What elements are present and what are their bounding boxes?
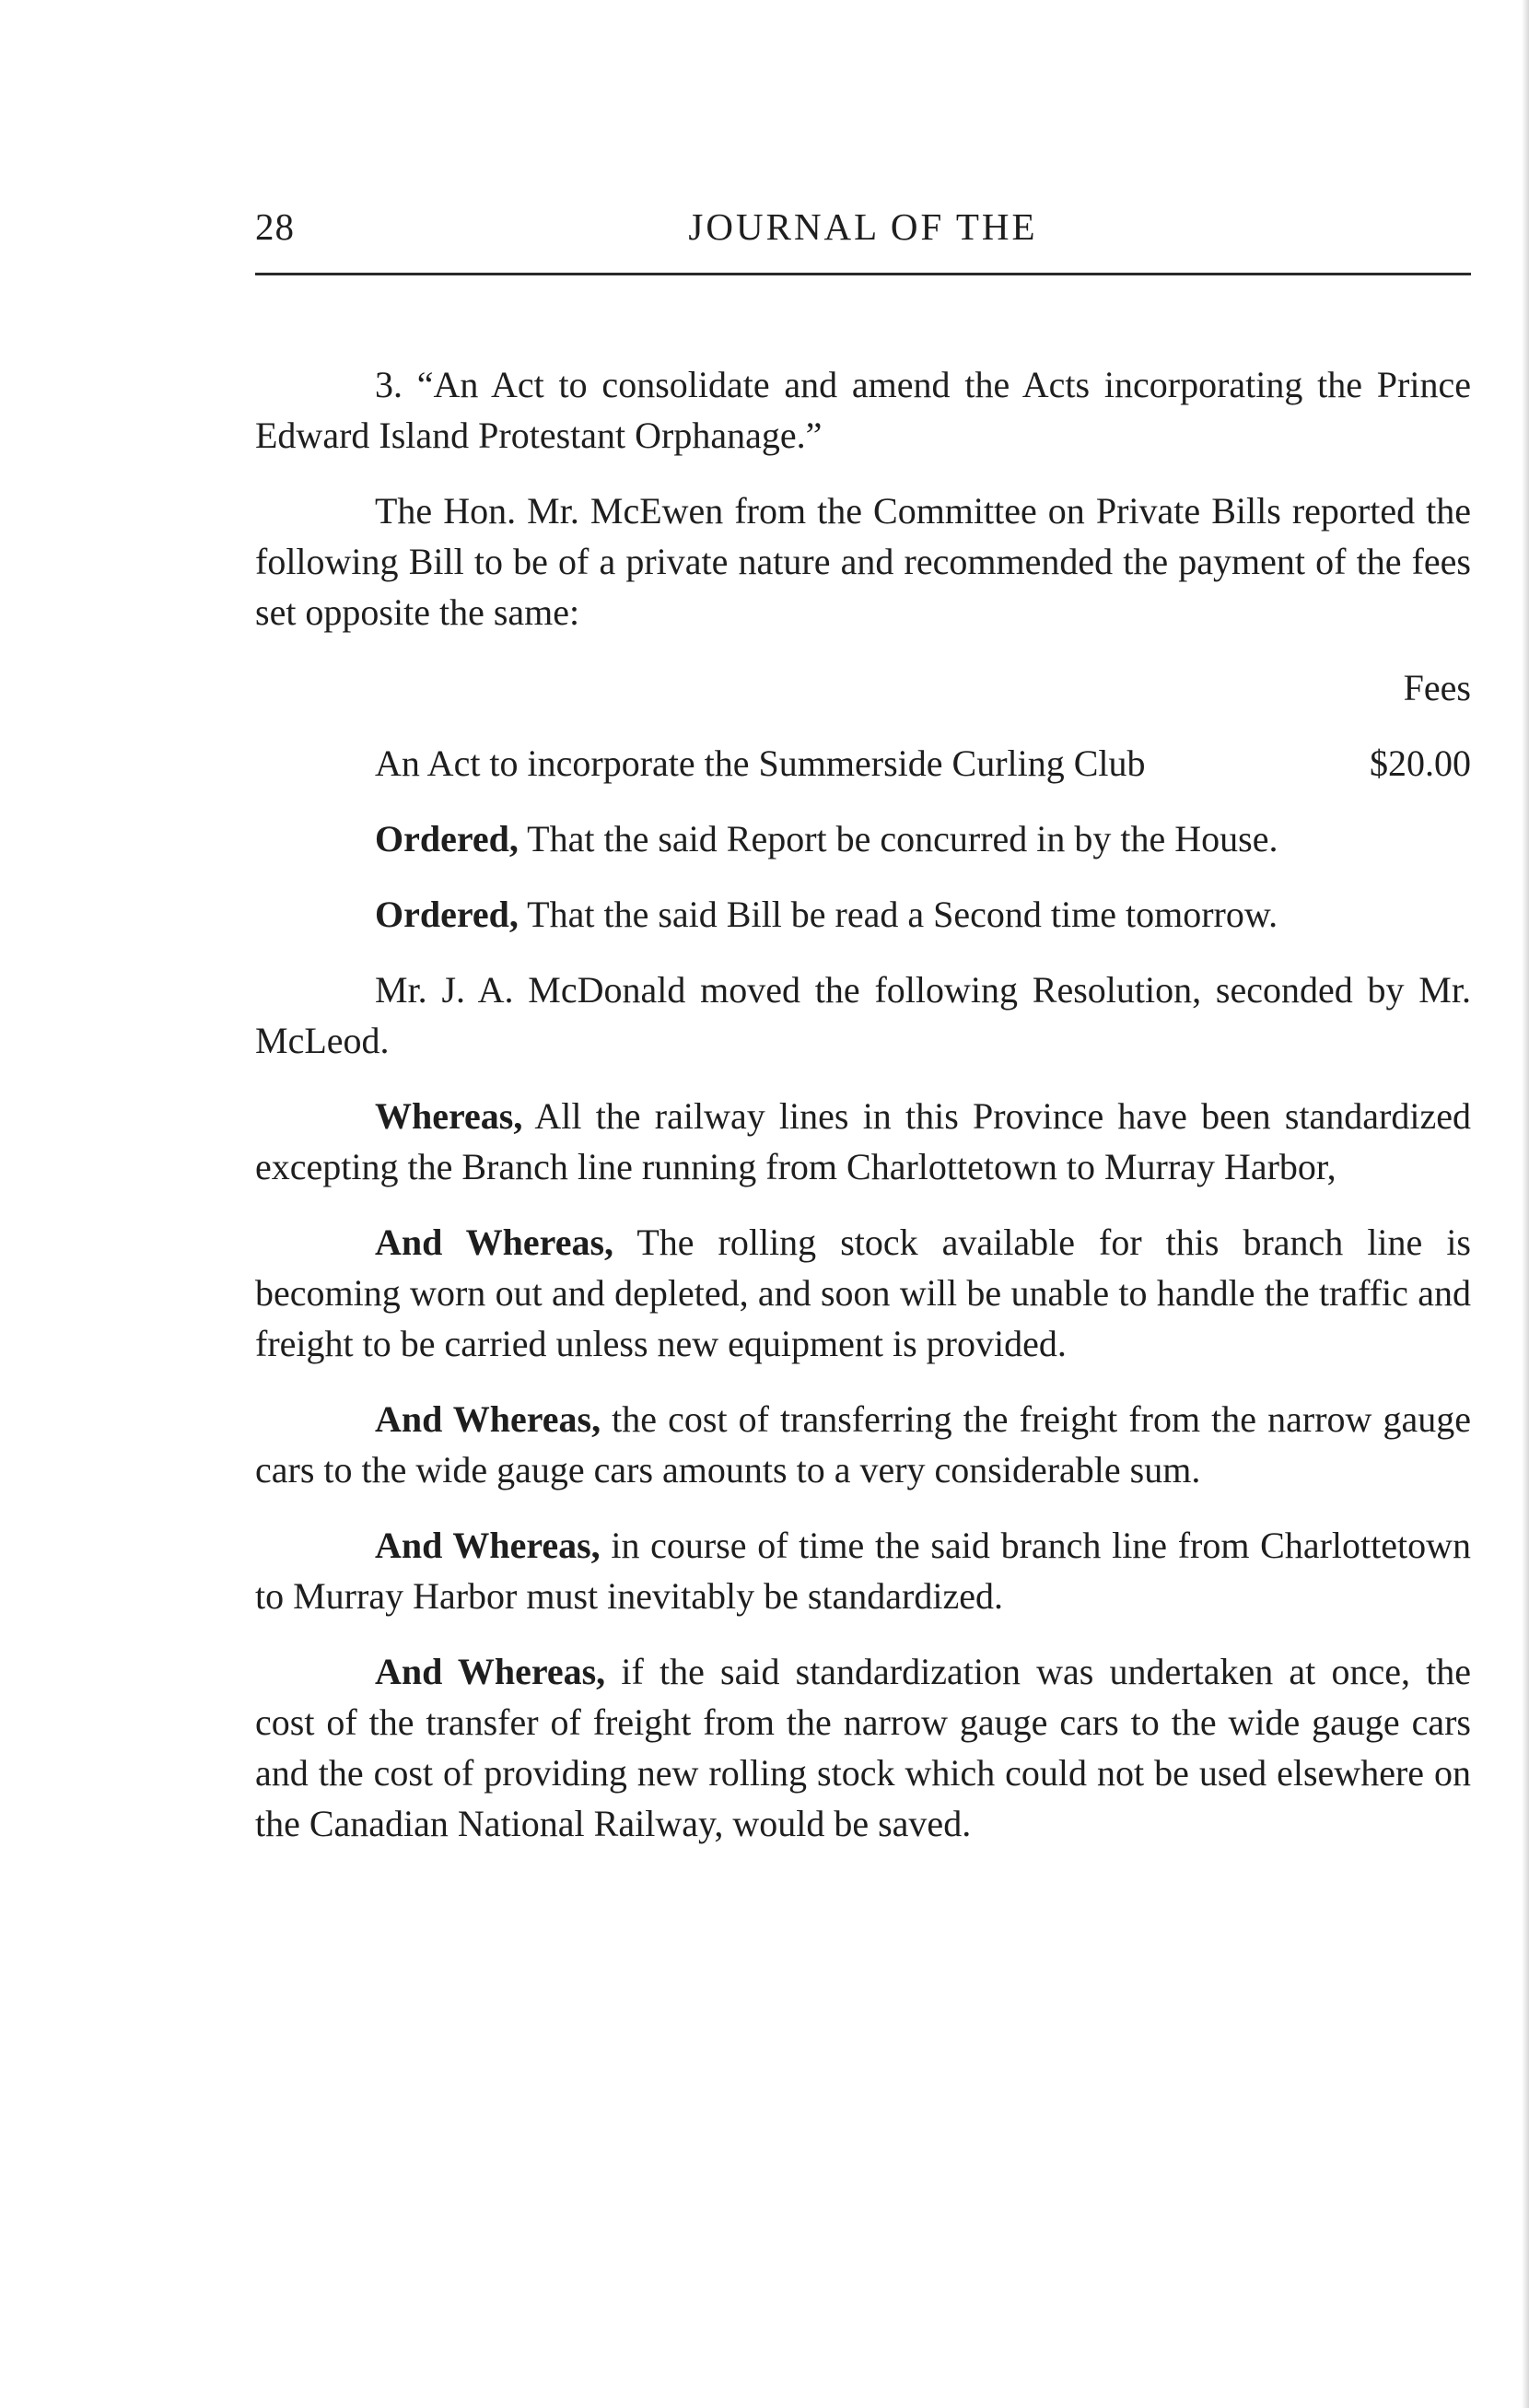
- paragraph-act-orphanage: 3. “An Act to consolidate and amend the Acts incorporating the Prince Edward Island Protestant Orphanage.”: [255, 364, 1471, 456]
- lead-word: Ordered,: [375, 818, 519, 859]
- lead-word: And Whereas,: [375, 1651, 606, 1692]
- paragraph-text: That the said Report be concurred in by the House.: [518, 818, 1278, 859]
- lead-word: Whereas,: [375, 1095, 523, 1137]
- paragraph-text: if the said standardization was undertaken at once, the cost of the transfer of freight from the narrow gauge cars to the wide gauge cars and the cost of providing new rolling stock which could not be used elsewhere on the Canadian National Railway, would be saved.: [255, 1651, 1471, 1844]
- paragraph-whereas-1: [255, 1091, 1471, 1192]
- page-edge-shadow: [1522, 0, 1529, 2408]
- lead-word: Ordered,: [375, 894, 519, 935]
- paragraph-resolution-moved: Mr. J. A. McDonald moved the following Resolution, seconded by Mr. McLeod.: [255, 969, 1471, 1061]
- paragraph-text: The rolling stock available for this branch line is becoming worn out and depleted, and soon will be unable to handle the traffic and freight to be carried unless new equipment is provided.: [255, 1222, 1471, 1364]
- paragraph-whereas-5: [255, 1646, 1471, 1849]
- journal-body: [255, 359, 1471, 1849]
- bill-title: An Act to incorporate the Summerside Curling Club: [375, 742, 1146, 784]
- bill-fee: $20.00: [1370, 742, 1471, 784]
- paragraph-text: the cost of transferring the freight from the narrow gauge cars to the wide gauge cars amounts to a very considerable sum.: [255, 1398, 1471, 1490]
- fees-column-heading: Fees: [1403, 667, 1471, 708]
- lead-word: And Whereas,: [375, 1525, 601, 1566]
- paragraph-whereas-3: [255, 1394, 1471, 1495]
- paragraph-text: in course of time the said branch line from Charlottetown to Murray Harbor must inevitably be standardized.: [255, 1525, 1471, 1617]
- paragraph-whereas-4: [255, 1520, 1471, 1621]
- bill-fee-line: [255, 738, 1471, 789]
- paragraph-ordered-bill: [255, 889, 1471, 940]
- page-number: 28: [255, 205, 295, 248]
- paragraph-ordered-report: [255, 813, 1471, 864]
- lead-word: And Whereas,: [375, 1222, 614, 1263]
- paragraph-text: All the railway lines in this Province have been standardized excepting the Branch line running from Charlottetown to Murray Harbor,: [255, 1095, 1471, 1187]
- running-head: JOURNAL OF THE: [688, 205, 1038, 248]
- lead-word: And Whereas,: [375, 1398, 601, 1440]
- paragraph-committee-report: The Hon. Mr. McEwen from the Committee on Private Bills reported the following Bill to be of a private nature and recommended the payment of the fees set opposite the same:: [255, 490, 1471, 633]
- paragraph-text: That the said Bill be read a Second time tomorrow.: [518, 894, 1278, 935]
- page-header: [255, 205, 1471, 260]
- paragraph-whereas-2: [255, 1217, 1471, 1369]
- header-rule: [255, 273, 1471, 275]
